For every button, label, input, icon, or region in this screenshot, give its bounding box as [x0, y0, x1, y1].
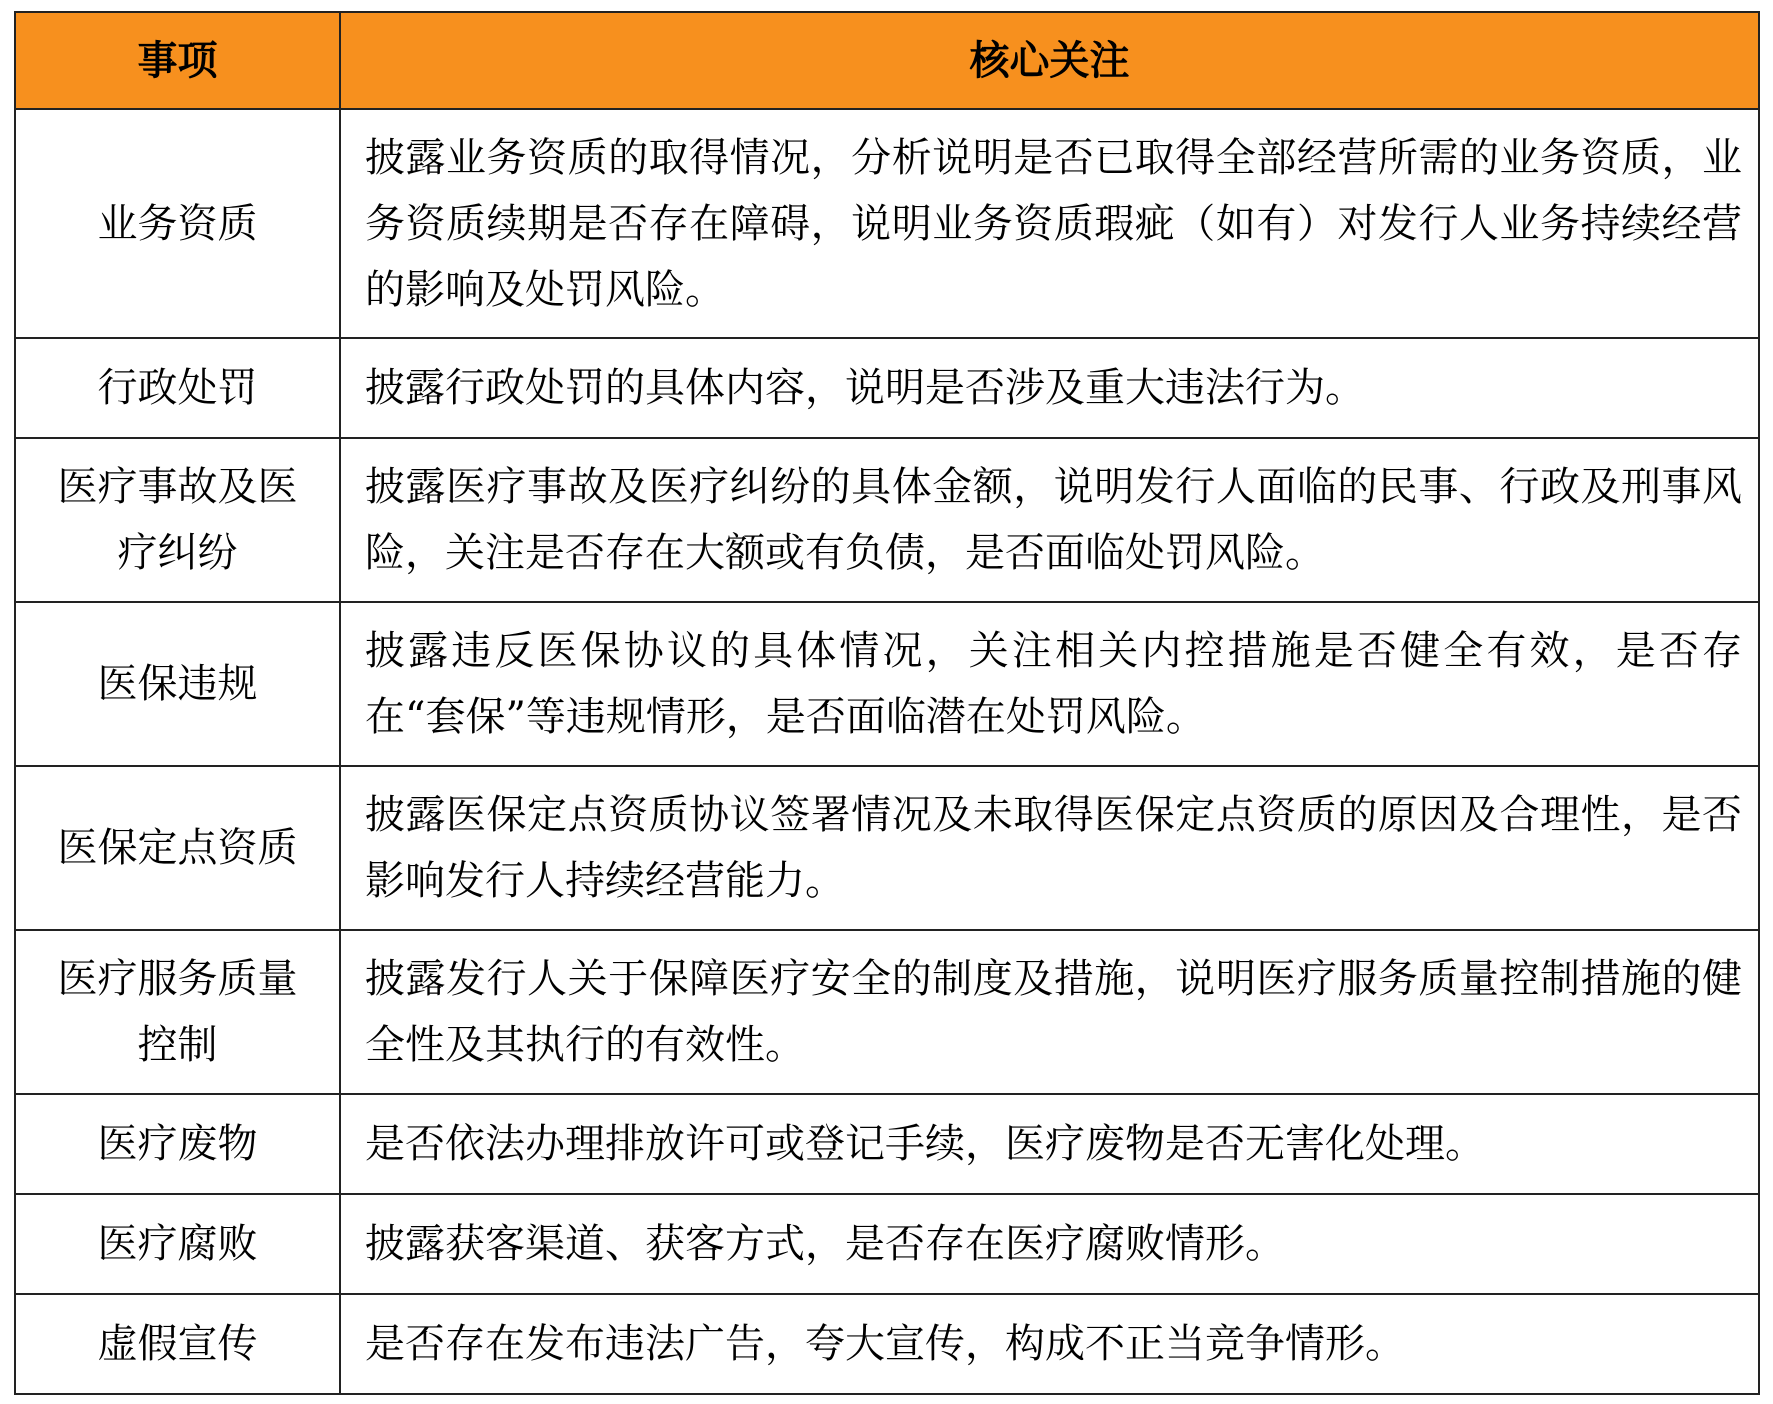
row-focus: 披露业务资质的取得情况，分析说明是否已取得全部经营所需的业务资质，业务资质续期是否存在障碍，说明业务资质瑕疵（如有）对发行人业务持续经营的影响及处罚风险。: [340, 109, 1759, 338]
row-item: 业务资质: [15, 109, 340, 338]
row-focus: 是否依法办理排放许可或登记手续，医疗废物是否无害化处理。: [340, 1094, 1759, 1194]
table-body: [15, 109, 1759, 1394]
row-item: 行政处罚: [15, 338, 340, 438]
table-header: [15, 12, 1759, 109]
table-row: [15, 930, 1759, 1094]
row-item: 医疗服务质量控制: [15, 930, 340, 1094]
table-row: [15, 1094, 1759, 1194]
row-focus: 披露获客渠道、获客方式，是否存在医疗腐败情形。: [340, 1194, 1759, 1294]
table-row: [15, 1294, 1759, 1394]
table-row: [15, 1194, 1759, 1294]
row-focus: 披露违反医保协议的具体情况，关注相关内控措施是否健全有效，是否存在“套保”等违规情形，是否面临潜在处罚风险。: [340, 602, 1759, 766]
core-focus-table: [14, 11, 1760, 1395]
row-focus: 披露医疗事故及医疗纠纷的具体金额，说明发行人面临的民事、行政及刑事风险，关注是否存在大额或有负债，是否面临处罚风险。: [340, 438, 1759, 602]
row-item: 医疗废物: [15, 1094, 340, 1194]
row-focus: 披露行政处罚的具体内容，说明是否涉及重大违法行为。: [340, 338, 1759, 438]
row-focus: 披露医保定点资质协议签署情况及未取得医保定点资质的原因及合理性，是否影响发行人持续经营能力。: [340, 766, 1759, 930]
header-item: 事项: [15, 12, 340, 109]
row-item: 医保定点资质: [15, 766, 340, 930]
row-item: 医保违规: [15, 602, 340, 766]
table-row: [15, 766, 1759, 930]
row-item: 医疗腐败: [15, 1194, 340, 1294]
table-row: [15, 338, 1759, 438]
row-focus: 是否存在发布违法广告，夸大宣传，构成不正当竞争情形。: [340, 1294, 1759, 1394]
header-row: [15, 12, 1759, 109]
table-row: [15, 109, 1759, 338]
table-row: [15, 602, 1759, 766]
row-focus: 披露发行人关于保障医疗安全的制度及措施，说明医疗服务质量控制措施的健全性及其执行的有效性。: [340, 930, 1759, 1094]
row-item: 医疗事故及医疗纠纷: [15, 438, 340, 602]
table-row: [15, 438, 1759, 602]
row-item: 虚假宣传: [15, 1294, 340, 1394]
header-focus: 核心关注: [340, 12, 1759, 109]
